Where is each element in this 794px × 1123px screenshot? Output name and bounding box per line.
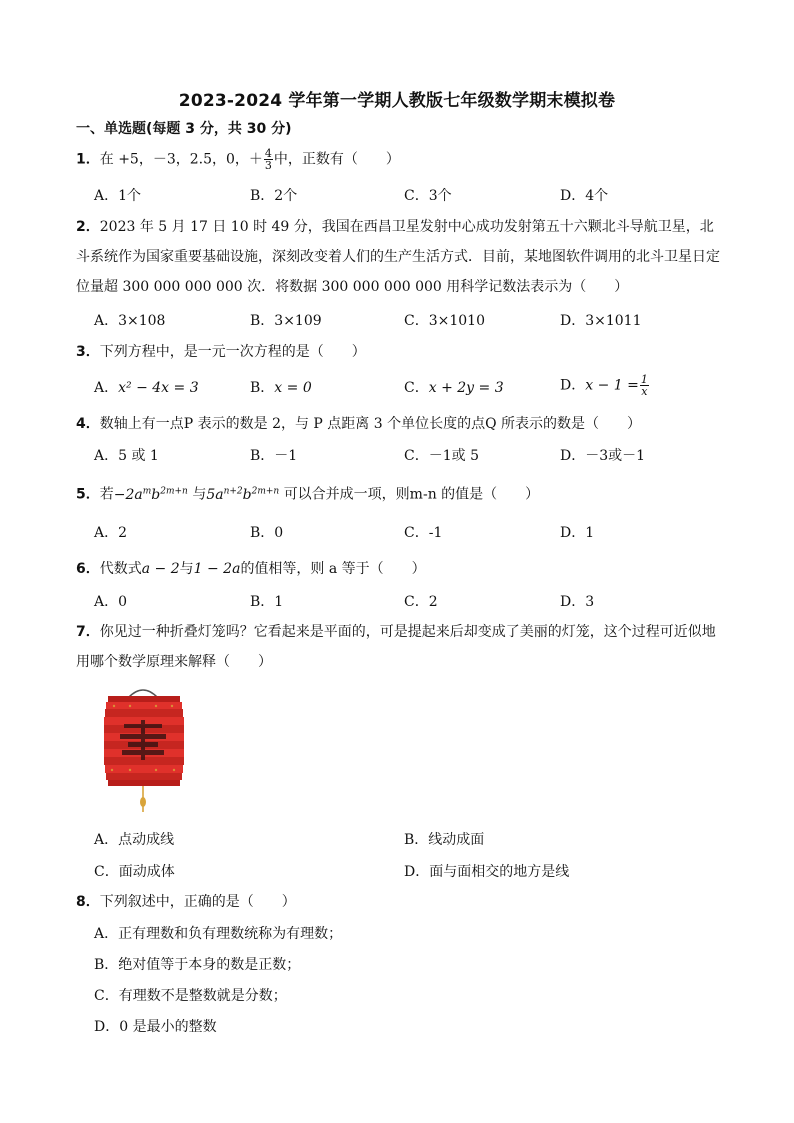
option-d[interactable] bbox=[560, 374, 650, 397]
option-letter: D． bbox=[560, 377, 586, 394]
option-d[interactable]: D．4个 bbox=[560, 188, 609, 204]
question-6 bbox=[76, 559, 426, 579]
question-stem: 下列方程中，是一元一次方程的是（ ） bbox=[99, 344, 366, 360]
question-number: 1． bbox=[76, 151, 100, 168]
option-c[interactable]: C．面动成体 bbox=[94, 864, 175, 880]
option-a[interactable]: A．2 bbox=[94, 525, 128, 541]
term-1 bbox=[114, 487, 188, 503]
option-d[interactable]: D．面与面相交的地方是线 bbox=[404, 864, 570, 880]
fraction bbox=[264, 148, 273, 171]
option-a[interactable]: A．5 或 1 bbox=[94, 448, 159, 464]
question-stem: 2023 年 5 月 17 日 10 时 49 分，我国在西昌卫星发射中心成功发射第五十六颗北斗导航卫星，北斗系统作为国家重要基础设施，深刻改变着人们的生产生活方式．目前，某地图软件调用的北斗卫星日定位量超 300 000 000 000 次．将数据 300 000 000 000 用科学记数法表示为（ ） bbox=[76, 219, 720, 295]
term-1-exp-b: 2m+n bbox=[160, 486, 188, 496]
option-d[interactable]: D．3×1011 bbox=[560, 313, 642, 329]
question-stem-end: 的值相等，则 a 等于（ ） bbox=[240, 561, 426, 577]
option-math: x² − 4x = 3 bbox=[118, 380, 199, 396]
question-stem: 若 bbox=[99, 486, 114, 503]
option-d[interactable]: D．3 bbox=[560, 594, 595, 610]
question-number: 3． bbox=[76, 344, 100, 360]
question-stem-end: 中，正数有（ ） bbox=[273, 151, 400, 168]
expr-1: a − 2 bbox=[141, 561, 180, 577]
option-b[interactable]: B．3×109 bbox=[250, 313, 322, 329]
fraction-denominator: x bbox=[641, 385, 648, 398]
option-b[interactable]: B．2个 bbox=[250, 188, 298, 204]
option-a[interactable]: A．0 bbox=[94, 594, 128, 610]
option-math: x + 2y = 3 bbox=[428, 380, 504, 396]
question-1 bbox=[76, 148, 400, 171]
fraction-numerator: 1 bbox=[640, 373, 648, 386]
fraction bbox=[640, 374, 649, 397]
option-b[interactable] bbox=[250, 378, 312, 398]
term-2-exp-b: 2m+n bbox=[251, 486, 280, 496]
term-1-exp: m bbox=[142, 486, 152, 496]
page-title: 2023-2024 学年第一学期人教版七年级数学期末模拟卷 bbox=[178, 91, 616, 111]
question-number: 4． bbox=[76, 416, 100, 432]
question-stem-mid: 与 bbox=[192, 486, 207, 503]
expr-2: 1 − 2a bbox=[193, 561, 241, 577]
option-c[interactable]: C．3个 bbox=[404, 188, 452, 204]
question-4 bbox=[76, 414, 641, 434]
option-a[interactable]: A．3×108 bbox=[94, 313, 166, 329]
question-stem-mid: 与 bbox=[179, 561, 194, 577]
question-number: 7． bbox=[76, 624, 100, 640]
option-c[interactable]: C．－1或 5 bbox=[404, 448, 479, 464]
option-b[interactable]: B．1 bbox=[250, 594, 284, 610]
option-a[interactable]: A．点动成线 bbox=[94, 832, 175, 848]
option-b[interactable]: B．0 bbox=[250, 525, 284, 541]
folding-lantern-image bbox=[100, 684, 186, 818]
question-2 bbox=[76, 212, 726, 302]
term-2-base-b: b bbox=[242, 486, 252, 503]
option-b[interactable]: B．绝对值等于本身的数是正数； bbox=[94, 957, 301, 973]
option-d[interactable]: D．－3或－1 bbox=[560, 448, 646, 464]
option-d[interactable]: D．1 bbox=[560, 525, 595, 541]
question-stem: 代数式 bbox=[99, 561, 142, 577]
question-8 bbox=[76, 892, 296, 912]
question-stem: 下列叙述中，正确的是（ ） bbox=[99, 894, 296, 910]
option-c[interactable]: C．2 bbox=[404, 594, 438, 610]
term-1-base-b: b bbox=[151, 486, 161, 503]
option-letter: C． bbox=[404, 380, 429, 396]
term-2-exp: n+2 bbox=[223, 486, 243, 496]
option-b[interactable]: B．－1 bbox=[250, 448, 298, 464]
question-stem: 数轴上有一点P 表示的数是 2，与 P 点距离 3 个单位长度的点Q 所表示的数是（ ） bbox=[99, 416, 642, 432]
option-a[interactable]: A．正有理数和负有理数统称为有理数； bbox=[94, 926, 343, 942]
question-number: 2． bbox=[76, 219, 100, 235]
option-c[interactable]: C．3×1010 bbox=[404, 313, 485, 329]
question-number: 5． bbox=[76, 486, 100, 503]
option-a[interactable] bbox=[94, 378, 199, 398]
question-3 bbox=[76, 342, 366, 362]
question-stem: 你见过一种折叠灯笼吗？它看起来是平面的，可是提起来后却变成了美丽的灯笼，这个过程可近似地用哪个数学原理来解释（ ） bbox=[76, 624, 716, 670]
question-number: 6． bbox=[76, 561, 100, 577]
question-stem: 在 +5，－3，2.5，0，＋ bbox=[99, 151, 263, 168]
option-letter: B． bbox=[250, 380, 275, 396]
term-1-base: −2a bbox=[113, 486, 143, 503]
option-d[interactable]: D．0 是最小的整数 bbox=[94, 1019, 217, 1035]
option-math: x − 1 = bbox=[585, 377, 639, 394]
term-2-base: 5a bbox=[206, 486, 224, 503]
lantern-illustration bbox=[100, 684, 186, 818]
fraction-denominator: 3 bbox=[264, 159, 272, 172]
question-number: 8． bbox=[76, 894, 100, 910]
option-c[interactable]: C．-1 bbox=[404, 525, 443, 541]
option-c[interactable] bbox=[404, 378, 504, 398]
question-5 bbox=[76, 481, 539, 505]
term-2 bbox=[206, 487, 279, 503]
option-c[interactable]: C．有理数不是整数就是分数； bbox=[94, 988, 287, 1004]
question-stem-end: 可以合并成一项，则m-n 的值是（ ） bbox=[283, 486, 540, 503]
option-math: x = 0 bbox=[274, 380, 312, 396]
fraction-numerator: 4 bbox=[264, 147, 272, 160]
option-letter: A． bbox=[94, 380, 119, 396]
question-7 bbox=[76, 617, 726, 677]
option-a[interactable]: A．1个 bbox=[94, 188, 142, 204]
section-heading: 一、单选题(每题 3 分，共 30 分) bbox=[76, 121, 292, 137]
option-b[interactable]: B．线动成面 bbox=[404, 832, 485, 848]
